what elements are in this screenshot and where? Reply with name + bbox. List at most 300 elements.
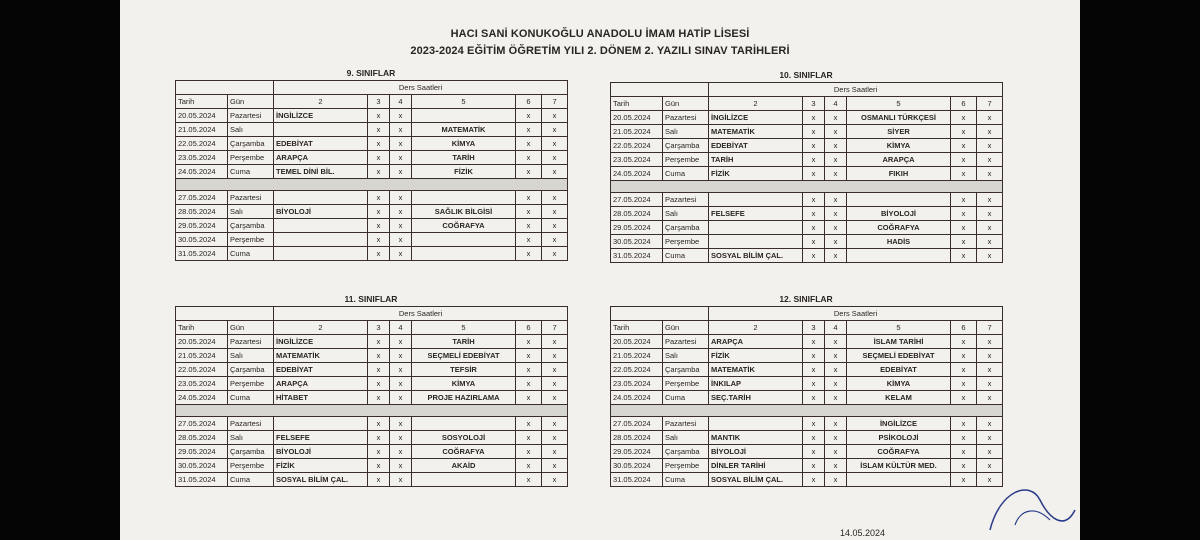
day-cell: Çarşamba (663, 139, 709, 153)
hour-7-cell: x (542, 335, 568, 349)
hour-2-cell: MATEMATİK (274, 349, 368, 363)
hour-2-cell: SEÇ.TARİH (709, 391, 803, 405)
day-cell: Salı (228, 123, 274, 137)
hour-2-cell: MATEMATİK (709, 125, 803, 139)
hour-7-cell: x (542, 445, 568, 459)
hour-3-cell: x (803, 445, 825, 459)
table-row (176, 247, 568, 261)
hour-7-cell: x (977, 139, 1003, 153)
hour-2-cell: FİZİK (709, 167, 803, 181)
hour-3-cell: x (803, 377, 825, 391)
hour-2-cell (709, 417, 803, 431)
table-row (176, 123, 568, 137)
table-row (611, 473, 1003, 487)
day-cell: Salı (228, 431, 274, 445)
hour-4-cell: x (825, 445, 847, 459)
hour-7-cell: x (977, 167, 1003, 181)
hour-6-cell: x (951, 221, 977, 235)
hour-4-cell: x (825, 363, 847, 377)
day-cell: Perşembe (663, 235, 709, 249)
hour-7-cell: x (542, 391, 568, 405)
tarih-header: Tarih (176, 321, 228, 335)
hour-5-cell (412, 247, 516, 261)
hour-6-cell: x (516, 191, 542, 205)
hour-7-cell: x (977, 111, 1003, 125)
hour-2-cell: EDEBİYAT (274, 137, 368, 151)
table-row (611, 431, 1003, 445)
tarih-header: Tarih (611, 321, 663, 335)
hour-3-cell: x (803, 391, 825, 405)
section-title: 10. SINIFLAR (779, 70, 833, 80)
table-row (176, 445, 568, 459)
date-cell: 31.05.2024 (611, 473, 663, 487)
hour-7-cell: x (977, 363, 1003, 377)
header-row-columns (611, 321, 1003, 335)
hour-7-cell: x (977, 459, 1003, 473)
hour-6-cell: x (516, 205, 542, 219)
school-name: HACI SANİ KONUKOĞLU ANADOLU İMAM HATİP LİSESİ (450, 28, 750, 40)
section-grade-11 (175, 293, 567, 487)
date-cell: 27.05.2024 (611, 193, 663, 207)
date-cell: 30.05.2024 (611, 459, 663, 473)
gun-header: Gün (228, 95, 274, 109)
date-cell: 28.05.2024 (176, 205, 228, 219)
hour-7-cell: x (542, 205, 568, 219)
hour-5-cell: AKAİD (412, 459, 516, 473)
hour-3-cell: x (368, 459, 390, 473)
hour-7-cell: x (977, 445, 1003, 459)
day-cell: Salı (663, 431, 709, 445)
header-blank (611, 307, 709, 321)
date-cell: 22.05.2024 (611, 363, 663, 377)
hour-5-cell: İNGİLİZCE (847, 417, 951, 431)
hour-7-cell: x (542, 363, 568, 377)
table-row (611, 235, 1003, 249)
hour-6-cell: x (951, 459, 977, 473)
hour-4-cell: x (825, 249, 847, 263)
hour-6-cell: x (951, 377, 977, 391)
table-row (176, 473, 568, 487)
hour-5-cell: TEFSİR (412, 363, 516, 377)
hour-4-cell: x (390, 165, 412, 179)
day-cell: Salı (228, 205, 274, 219)
hour-header-5: 5 (412, 95, 516, 109)
hour-4-cell: x (825, 111, 847, 125)
hour-6-cell: x (951, 167, 977, 181)
hour-3-cell: x (368, 123, 390, 137)
hour-3-cell: x (368, 233, 390, 247)
hour-3-cell: x (803, 207, 825, 221)
hour-3-cell: x (368, 445, 390, 459)
day-cell: Perşembe (228, 151, 274, 165)
hour-7-cell: x (977, 221, 1003, 235)
hour-2-cell (274, 247, 368, 261)
section-grade-10 (610, 69, 1002, 263)
table-row (611, 193, 1003, 207)
hour-6-cell: x (516, 431, 542, 445)
hour-5-cell: COĞRAFYA (847, 445, 951, 459)
table-row (176, 459, 568, 473)
hour-2-cell: SOSYAL BİLİM ÇAL. (709, 249, 803, 263)
hour-6-cell: x (951, 363, 977, 377)
date-cell: 31.05.2024 (176, 473, 228, 487)
header-row-top (611, 83, 1003, 97)
hour-2-cell: ARAPÇA (274, 377, 368, 391)
hour-2-cell: DİNLER TARİHİ (709, 459, 803, 473)
hour-7-cell: x (542, 473, 568, 487)
schedule-table (175, 80, 568, 261)
table-row (611, 377, 1003, 391)
week-separator (611, 405, 1003, 417)
hour-4-cell: x (390, 123, 412, 137)
table-row (611, 349, 1003, 363)
gun-header: Gün (228, 321, 274, 335)
header-row-columns (176, 95, 568, 109)
section-grade-9 (175, 67, 567, 261)
hour-2-cell (709, 221, 803, 235)
hour-7-cell: x (977, 153, 1003, 167)
hour-3-cell: x (803, 153, 825, 167)
date-cell: 24.05.2024 (611, 167, 663, 181)
hour-7-cell: x (542, 109, 568, 123)
hour-2-cell (709, 193, 803, 207)
hour-2-cell: SOSYAL BİLİM ÇAL. (709, 473, 803, 487)
hour-6-cell: x (516, 165, 542, 179)
hour-5-cell: BİYOLOJİ (847, 207, 951, 221)
hour-7-cell: x (977, 249, 1003, 263)
hour-7-cell: x (977, 193, 1003, 207)
hour-2-cell: EDEBİYAT (709, 139, 803, 153)
hour-3-cell: x (803, 221, 825, 235)
hour-6-cell: x (951, 139, 977, 153)
date-cell: 23.05.2024 (176, 151, 228, 165)
hour-4-cell: x (825, 167, 847, 181)
hour-6-cell: x (516, 391, 542, 405)
hour-3-cell: x (803, 111, 825, 125)
date-cell: 24.05.2024 (176, 391, 228, 405)
table-row (176, 109, 568, 123)
header-blank (176, 81, 274, 95)
hour-header-2: 2 (709, 321, 803, 335)
table-row (176, 165, 568, 179)
hour-7-cell: x (542, 417, 568, 431)
separator-cell (611, 405, 1003, 417)
hour-6-cell: x (516, 335, 542, 349)
date-cell: 28.05.2024 (176, 431, 228, 445)
hour-header-6: 6 (516, 95, 542, 109)
hour-6-cell: x (516, 233, 542, 247)
week-separator (176, 405, 568, 417)
hour-5-cell (412, 191, 516, 205)
schedule-table (610, 306, 1003, 487)
hour-4-cell: x (825, 125, 847, 139)
hour-2-cell (274, 123, 368, 137)
hour-5-cell: COĞRAFYA (847, 221, 951, 235)
day-cell: Cuma (663, 473, 709, 487)
hour-5-cell: KİMYA (412, 377, 516, 391)
hour-3-cell: x (368, 247, 390, 261)
table-row (611, 363, 1003, 377)
day-cell: Çarşamba (228, 219, 274, 233)
table-row (611, 445, 1003, 459)
hour-3-cell: x (368, 417, 390, 431)
hour-5-cell (847, 473, 951, 487)
hour-2-cell (274, 233, 368, 247)
hour-header-6: 6 (516, 321, 542, 335)
day-cell: Cuma (663, 391, 709, 405)
hour-5-cell: SAĞLIK BİLGİSİ (412, 205, 516, 219)
date-cell: 22.05.2024 (611, 139, 663, 153)
header-row-top (176, 81, 568, 95)
hour-6-cell: x (951, 335, 977, 349)
hour-5-cell (847, 193, 951, 207)
table-row (611, 153, 1003, 167)
hour-2-cell: MATEMATİK (709, 363, 803, 377)
table-row (611, 459, 1003, 473)
section-title: 12. SINIFLAR (779, 294, 833, 304)
hour-3-cell: x (803, 473, 825, 487)
day-cell: Perşembe (228, 459, 274, 473)
hour-4-cell: x (825, 417, 847, 431)
hour-4-cell: x (390, 363, 412, 377)
hour-header-6: 6 (951, 97, 977, 111)
hour-6-cell: x (951, 235, 977, 249)
date-cell: 30.05.2024 (176, 233, 228, 247)
date-cell: 21.05.2024 (611, 125, 663, 139)
table-row (611, 111, 1003, 125)
hour-5-cell: KİMYA (847, 377, 951, 391)
hour-6-cell: x (951, 153, 977, 167)
table-row (176, 205, 568, 219)
table-row (176, 137, 568, 151)
hour-4-cell: x (825, 391, 847, 405)
table-row (611, 207, 1003, 221)
ders-saatleri-header: Ders Saatleri (709, 83, 1003, 97)
hour-4-cell: x (390, 473, 412, 487)
hour-6-cell: x (516, 459, 542, 473)
section-title: 9. SINIFLAR (346, 68, 396, 78)
day-cell: Perşembe (228, 377, 274, 391)
hour-header-7: 7 (977, 321, 1003, 335)
hour-3-cell: x (803, 249, 825, 263)
section-title: 11. SINIFLAR (344, 294, 398, 304)
hour-6-cell: x (516, 151, 542, 165)
hour-header-5: 5 (847, 321, 951, 335)
table-row (176, 219, 568, 233)
hour-4-cell: x (825, 473, 847, 487)
header-row-top (611, 307, 1003, 321)
date-cell: 27.05.2024 (176, 191, 228, 205)
date-cell: 28.05.2024 (611, 207, 663, 221)
date-cell: 28.05.2024 (611, 431, 663, 445)
day-cell: Perşembe (663, 153, 709, 167)
hour-7-cell: x (542, 247, 568, 261)
hour-7-cell: x (977, 377, 1003, 391)
hour-3-cell: x (803, 459, 825, 473)
hour-3-cell: x (803, 335, 825, 349)
day-cell: Pazartesi (663, 335, 709, 349)
gun-header: Gün (663, 321, 709, 335)
hour-header-4: 4 (825, 97, 847, 111)
table-row (176, 417, 568, 431)
hour-6-cell: x (516, 473, 542, 487)
hour-7-cell: x (542, 377, 568, 391)
date-cell: 24.05.2024 (611, 391, 663, 405)
hour-3-cell: x (368, 219, 390, 233)
hour-3-cell: x (368, 205, 390, 219)
hour-header-5: 5 (847, 97, 951, 111)
date-cell: 31.05.2024 (176, 247, 228, 261)
date-cell: 21.05.2024 (611, 349, 663, 363)
hour-2-cell (274, 417, 368, 431)
schedule-title: 2023-2024 EĞİTİM ÖĞRETİM YILI 2. DÖNEM 2. YAZILI SINAV TARİHLERİ (410, 45, 790, 57)
hour-6-cell: x (516, 137, 542, 151)
day-cell: Pazartesi (228, 109, 274, 123)
hour-5-cell: EDEBİYAT (847, 363, 951, 377)
separator-cell (176, 405, 568, 417)
hour-4-cell: x (390, 431, 412, 445)
table-row (176, 377, 568, 391)
hour-header-4: 4 (390, 95, 412, 109)
hour-2-cell: BİYOLOJİ (709, 445, 803, 459)
hour-7-cell: x (542, 165, 568, 179)
day-cell: Salı (663, 349, 709, 363)
schedule-table (610, 82, 1003, 263)
hour-2-cell: İNGİLİZCE (274, 109, 368, 123)
table-row (611, 391, 1003, 405)
hour-5-cell (412, 233, 516, 247)
hour-5-cell: TARİH (412, 151, 516, 165)
hour-6-cell: x (951, 417, 977, 431)
date-cell: 21.05.2024 (176, 123, 228, 137)
hour-5-cell: PSİKOLOJİ (847, 431, 951, 445)
hour-6-cell: x (516, 445, 542, 459)
hour-4-cell: x (390, 377, 412, 391)
header-row-columns (176, 321, 568, 335)
hour-2-cell: BİYOLOJİ (274, 205, 368, 219)
hour-header-2: 2 (274, 321, 368, 335)
hour-6-cell: x (951, 445, 977, 459)
table-row (176, 335, 568, 349)
tarih-header: Tarih (176, 95, 228, 109)
day-cell: Salı (228, 349, 274, 363)
table-row (176, 151, 568, 165)
hour-3-cell: x (368, 109, 390, 123)
table-row (611, 221, 1003, 235)
hour-2-cell: FİZİK (274, 459, 368, 473)
table-row (176, 391, 568, 405)
hour-4-cell: x (390, 233, 412, 247)
hour-2-cell: ARAPÇA (274, 151, 368, 165)
signature-date: 14.05.2024 (840, 528, 886, 538)
day-cell: Çarşamba (228, 445, 274, 459)
hour-5-cell: FİZİK (412, 165, 516, 179)
hour-6-cell: x (951, 391, 977, 405)
hour-6-cell: x (951, 431, 977, 445)
hour-5-cell: OSMANLI TÜRKÇESİ (847, 111, 951, 125)
hour-header-7: 7 (977, 97, 1003, 111)
date-cell: 27.05.2024 (611, 417, 663, 431)
day-cell: Perşembe (228, 233, 274, 247)
hour-5-cell: ARAPÇA (847, 153, 951, 167)
hour-4-cell: x (390, 109, 412, 123)
ders-saatleri-header: Ders Saatleri (709, 307, 1003, 321)
hour-6-cell: x (516, 109, 542, 123)
hour-7-cell: x (977, 349, 1003, 363)
hour-4-cell: x (390, 335, 412, 349)
day-cell: Cuma (228, 391, 274, 405)
hour-2-cell (274, 191, 368, 205)
hour-4-cell: x (825, 459, 847, 473)
date-cell: 29.05.2024 (176, 219, 228, 233)
hour-7-cell: x (977, 335, 1003, 349)
hour-2-cell: TEMEL DİNİ BİL. (274, 165, 368, 179)
table-row (176, 349, 568, 363)
date-cell: 21.05.2024 (176, 349, 228, 363)
hour-4-cell: x (825, 377, 847, 391)
date-cell: 23.05.2024 (611, 377, 663, 391)
hour-7-cell: x (977, 207, 1003, 221)
hour-4-cell: x (825, 207, 847, 221)
table-row (611, 139, 1003, 153)
date-cell: 24.05.2024 (176, 165, 228, 179)
hour-6-cell: x (516, 123, 542, 137)
hour-5-cell (412, 417, 516, 431)
date-cell: 30.05.2024 (176, 459, 228, 473)
hour-5-cell: SEÇMELİ EDEBİYAT (412, 349, 516, 363)
hour-5-cell: SİYER (847, 125, 951, 139)
table-row (176, 431, 568, 445)
hour-4-cell: x (390, 151, 412, 165)
gun-header: Gün (663, 97, 709, 111)
hour-7-cell: x (977, 391, 1003, 405)
hour-5-cell: HADİS (847, 235, 951, 249)
date-cell: 27.05.2024 (176, 417, 228, 431)
hour-header-4: 4 (825, 321, 847, 335)
date-cell: 20.05.2024 (176, 109, 228, 123)
hour-header-3: 3 (368, 321, 390, 335)
hour-5-cell: İSLAM TARİHİ (847, 335, 951, 349)
date-cell: 23.05.2024 (611, 153, 663, 167)
hour-4-cell: x (825, 221, 847, 235)
hour-2-cell: FİZİK (709, 349, 803, 363)
hour-4-cell: x (825, 235, 847, 249)
hour-6-cell: x (951, 193, 977, 207)
hour-4-cell: x (825, 349, 847, 363)
hour-3-cell: x (368, 151, 390, 165)
hour-3-cell: x (368, 191, 390, 205)
hour-7-cell: x (977, 431, 1003, 445)
hour-4-cell: x (825, 139, 847, 153)
hour-2-cell: BİYOLOJİ (274, 445, 368, 459)
day-cell: Perşembe (663, 459, 709, 473)
hour-header-3: 3 (368, 95, 390, 109)
date-cell: 29.05.2024 (176, 445, 228, 459)
hour-4-cell: x (390, 137, 412, 151)
hour-7-cell: x (542, 349, 568, 363)
hour-3-cell: x (803, 363, 825, 377)
hour-header-5: 5 (412, 321, 516, 335)
hour-7-cell: x (977, 125, 1003, 139)
section-grade-12 (610, 293, 1002, 487)
hour-3-cell: x (803, 125, 825, 139)
hour-5-cell: FIKIH (847, 167, 951, 181)
hour-5-cell: PROJE HAZIRLAMA (412, 391, 516, 405)
day-cell: Salı (663, 125, 709, 139)
hour-2-cell: HİTABET (274, 391, 368, 405)
date-cell: 23.05.2024 (176, 377, 228, 391)
hour-header-2: 2 (274, 95, 368, 109)
